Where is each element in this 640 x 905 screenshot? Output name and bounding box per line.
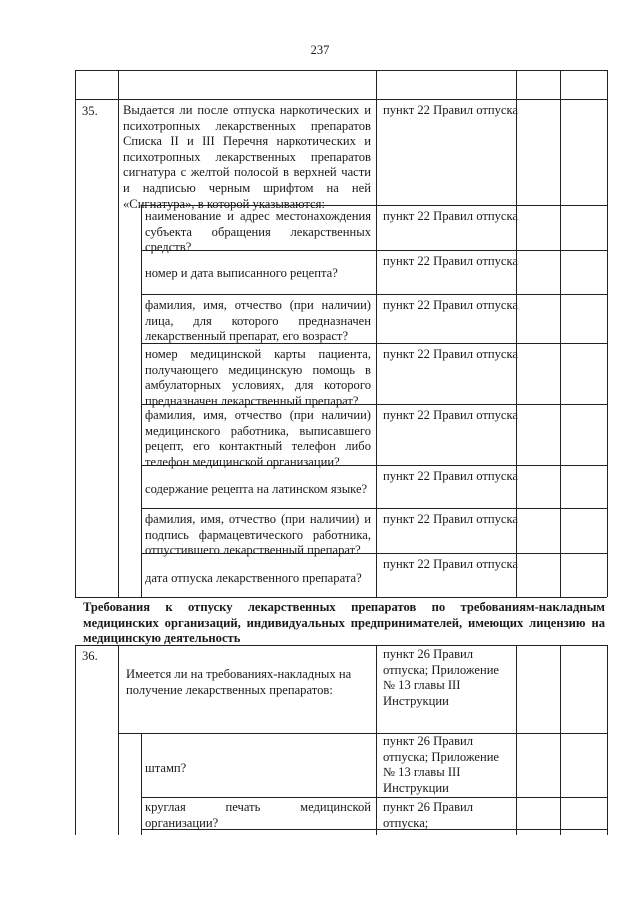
legal-reference: пункт 22 Правил отпуска [383, 209, 519, 223]
legal-reference: пункт 22 Правил отпуска [383, 512, 519, 526]
question-text: фамилия, имя, отчество (при наличии) медицинского работника, выписавшего рецепт, его контактный телефон либо телефон медицинской организации? [145, 408, 371, 469]
question-text: дата отпуска лекарственного препарата? [145, 571, 362, 585]
question-text: фамилия, имя, отчество (при наличии) лица, для которого предназначен лекарственный препарат, его возраст? [145, 298, 371, 344]
legal-reference: пункт 22 Правил отпуска [383, 557, 519, 571]
question-text: фамилия, имя, отчество (при наличии) и подпись фармацевтического работника, отпустившего лекарственный препарат? [145, 512, 371, 558]
legal-reference: пункт 22 Правил отпуска [383, 408, 519, 422]
question-text: номер и дата выписанного рецепта? [145, 266, 338, 280]
section-heading: Требования к отпуску лекарственных препаратов по требованиям-накладным медицинских организаций, индивидуальных предпринимателей, имеющих лицензию на медицинскую деятельность [83, 600, 605, 646]
question-text: Имеется ли на требованиях-накладных на получение лекарственных препаратов: [126, 667, 352, 697]
question-text: Выдается ли после отпуска наркотических и психотропных лекарственных препаратов Списка II и III Перечня наркотических и психотропных лекарственных препаратов сигнатура с желтой полосой в верхней части и надписью черным шрифтом на ней «Сигнатура», в которой указываются: [123, 103, 371, 211]
legal-reference: пункт 22 Правил отпуска [383, 254, 519, 268]
page-number: 237 [310, 43, 330, 57]
question-text: содержание рецепта на латинском языке? [145, 482, 368, 496]
question-text: номер медицинской карты пациента, получающего медицинскую помощь в амбулаторных условиях, для которого предназначен лекарственный препарат? [145, 347, 371, 408]
legal-reference: пункт 22 Правил отпуска [383, 298, 519, 312]
row-number: 36. [82, 649, 98, 663]
legal-reference: пункт 22 Правил отпуска [383, 469, 519, 483]
question-text: штамп? [145, 761, 187, 775]
legal-reference: пункт 26 Правил отпуска; Приложение № 13 главы III Инструкции [383, 734, 500, 795]
question-text: круглая печать медицинской организации? [145, 800, 371, 830]
legal-reference: пункт 26 Правил отпуска; Приложение № 13 главы III Инструкции [383, 647, 500, 708]
row-number: 35. [82, 104, 98, 118]
question-text: наименование и адрес местонахождения субъекта обращения лекарственных средств? [145, 209, 371, 255]
legal-reference: пункт 26 Правил отпуска; [383, 800, 474, 830]
legal-reference: пункт 22 Правил отпуска [383, 103, 519, 117]
legal-reference: пункт 22 Правил отпуска [383, 347, 519, 361]
